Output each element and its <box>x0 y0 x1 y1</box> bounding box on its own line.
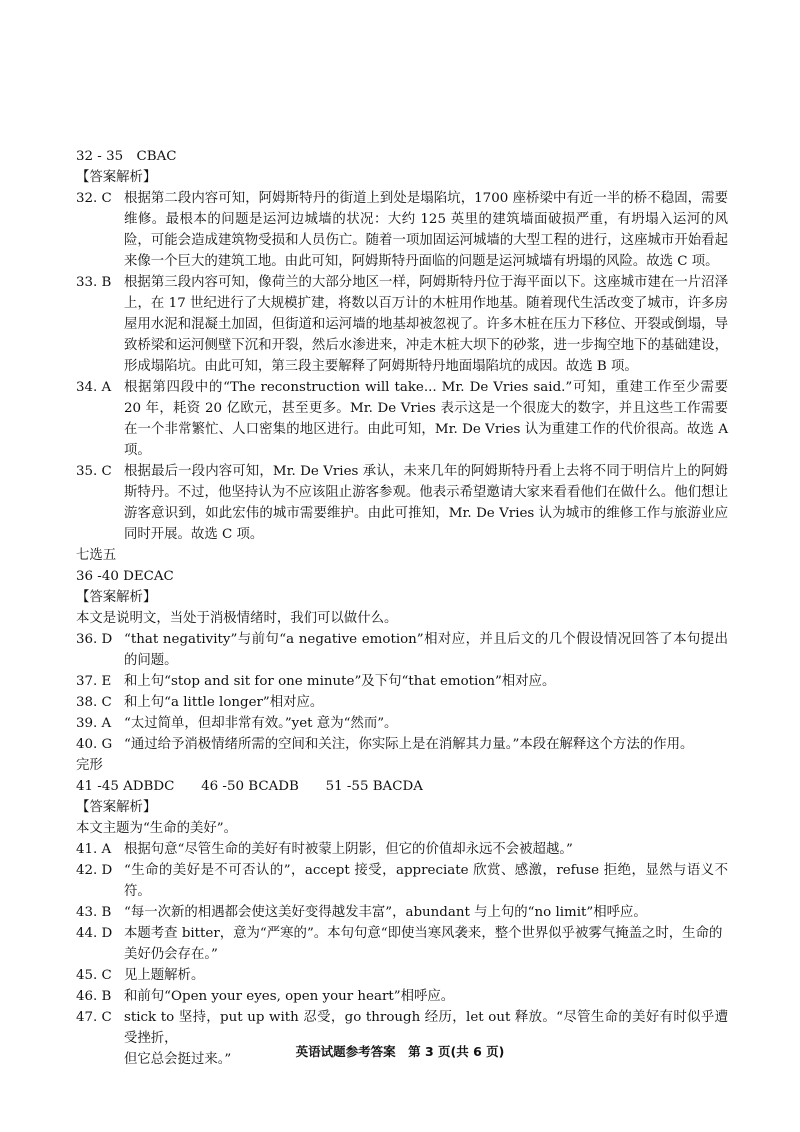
item-number: 46. B <box>76 989 112 1004</box>
section-title-seven-choose-five: 七选五 <box>76 548 117 563</box>
item-text: “that negativity”与前句“a negative emotion”相对应，并且后文的几个假设情况回答了本句提出的问题。 <box>124 632 728 668</box>
page-footer: 英语试题参考答案 第 3 页(共 6 页) <box>295 1044 505 1059</box>
item-number: 41. A <box>76 842 112 857</box>
item-text: “生命的美好是不可否认的”，accept 接受，appreciate 欣赏、感激，refuse 拒绝，显然与语义不符。 <box>124 863 728 899</box>
answers-36-40: 36 -40 DECAC <box>76 569 174 584</box>
item-text: 和上句“a little longer”相对应。 <box>124 695 324 710</box>
explanation-item <box>76 713 728 734</box>
item-number: 33. B <box>76 275 112 290</box>
item-text: stick to 坚持，put up with 忍受，go through 经历，let out 释放。“尽管生命的美好有时似乎遭受挫折， <box>124 1010 728 1046</box>
item-number: 43. B <box>76 905 112 920</box>
section-title-cloze: 完形 <box>76 758 103 773</box>
item-text: “每一次新的相遇都会使这美好变得越发丰富”，abundant 与上句的“no limit”相呼应。 <box>124 905 647 920</box>
explanation-item <box>76 272 728 377</box>
item-number: 37. E <box>76 674 112 689</box>
passage-intro: 本文是说明文，当处于消极情绪时，我们可以做什么。 <box>76 611 398 626</box>
explanation-item <box>76 902 728 923</box>
answer-analysis-heading: 【答案解析】 <box>76 800 157 815</box>
item-number: 38. C <box>76 695 112 710</box>
item-text: 根据句意“尽管生命的美好有时被蒙上阴影，但它的价值却永远不会被超越。” <box>124 842 573 857</box>
item-number: 36. D <box>76 632 113 647</box>
explanation-item <box>76 839 728 860</box>
explanation-item <box>76 986 728 1007</box>
passage-intro: 本文主题为“生命的美好”。 <box>76 821 237 836</box>
item-number: 32. C <box>76 191 112 206</box>
item-text-continued: 但它总会挺过来。” <box>124 1052 232 1067</box>
item-text: 根据第三段内容可知，像荷兰的大部分地区一样，阿姆斯特丹位于海平面以下。这座城市建在一片沼泽上，在 17 世纪进行了大规模扩建，将数以百万计的木桩用作地基。随着现代生活改变了城市，许多房屋用水泥和混凝土加固，但街道和运河墙的地基却被忽视了。许多木桩在压力下移位、开裂或倒塌，导致桥梁和运河侧壁下沉和开裂，然后水渗进来，冲走木桩大坝下的砂浆，进一步掏空地下的基础建设，形成塌陷坑。由此可知，第三段主要解释了阿姆斯特丹地面塌陷坑的成因。故选 B 项。 <box>124 275 728 374</box>
item-number: 35. C <box>76 464 112 479</box>
item-text: 根据最后一段内容可知，Mr. De Vries 承认，未来几年的阿姆斯特丹看上去将不同于明信片上的阿姆斯特丹。不过，他坚持认为不应该阻止游客参观。他表示希望邀请大家来看看他们在做什么。他们想让游客意识到，如此宏伟的城市需要维护。由此可推知，Mr. De Vries 认为城市的维修工作与旅游业应同时开展。故选 C 项。 <box>124 464 728 542</box>
explanation-item <box>76 965 728 986</box>
answers-32-35: 32 - 35 CBAC <box>76 149 177 164</box>
explanation-item <box>76 923 728 965</box>
item-number: 47. C <box>76 1010 112 1025</box>
explanation-item <box>76 671 728 692</box>
item-text: 本题考查 bitter，意为“严寒的”。本句句意“即使当寒风袭来，整个世界似乎被雾气掩盖之时，生命的 <box>124 926 723 941</box>
item-text: 和上句“stop and sit for one minute”及下句“that emotion”相对应。 <box>124 674 556 689</box>
item-text: 和前句“Open your eyes, open your heart”相呼应。 <box>124 989 455 1004</box>
page-content <box>76 146 728 1070</box>
explanation-item <box>76 461 728 545</box>
item-text-continued: 美好仍会存在。” <box>124 947 218 962</box>
item-text: 根据第二段内容可知，阿姆斯特丹的街道上到处是塌陷坑，1700 座桥梁中有近一半的桥不稳固，需要维修。最根本的问题是运河边城墙的状况：大约 125 英里的建筑墙面破损严重，有坍塌入运河的风险，可能会造成建筑物受损和人员伤亡。随着一项加固运河城墙的大型工程的进行，这座城市开始看起来像一个巨大的建筑工地。由此可知，阿姆斯特丹面临的问题是运河城墙有坍塌的风险。故选 C 项。 <box>124 191 728 269</box>
item-number: 34. A <box>76 380 112 395</box>
answer-analysis-heading: 【答案解析】 <box>76 590 157 605</box>
item-text: “太过简单，但却非常有效。”yet 意为“然而”。 <box>124 716 398 731</box>
item-number: 45. C <box>76 968 112 983</box>
item-number: 39. A <box>76 716 112 731</box>
explanation-item <box>76 860 728 902</box>
item-number: 40. G <box>76 737 113 752</box>
explanation-item <box>76 734 728 755</box>
answer-analysis-heading: 【答案解析】 <box>76 170 157 185</box>
explanation-item <box>76 188 728 272</box>
item-text: 见上题解析。 <box>124 968 205 983</box>
item-number: 44. D <box>76 926 113 941</box>
item-text: “通过给予消极情绪所需的空间和关注，你实际上是在消解其力量。”本段在解释这个方法的作用。 <box>124 737 694 752</box>
item-number: 42. D <box>76 863 113 878</box>
explanation-item <box>76 692 728 713</box>
explanation-item <box>76 629 728 671</box>
item-text: 根据第四段中的“The reconstruction will take... Mr. De Vries said.”可知，重建工作至少需要 20 年，耗资 20 亿欧元，甚至更多。Mr. De Vries 表示这是一个很庞大的数字，并且这些工作需要在一个非常繁忙、人口密集的地区进行。由此可知，Mr. De Vries 认为重建工作的代价很高。故选 A 项。 <box>124 380 728 458</box>
explanation-item <box>76 377 728 461</box>
answers-41-55: 41 -45 ADBDC 46 -50 BCADB 51 -55 BACDA <box>76 779 423 794</box>
